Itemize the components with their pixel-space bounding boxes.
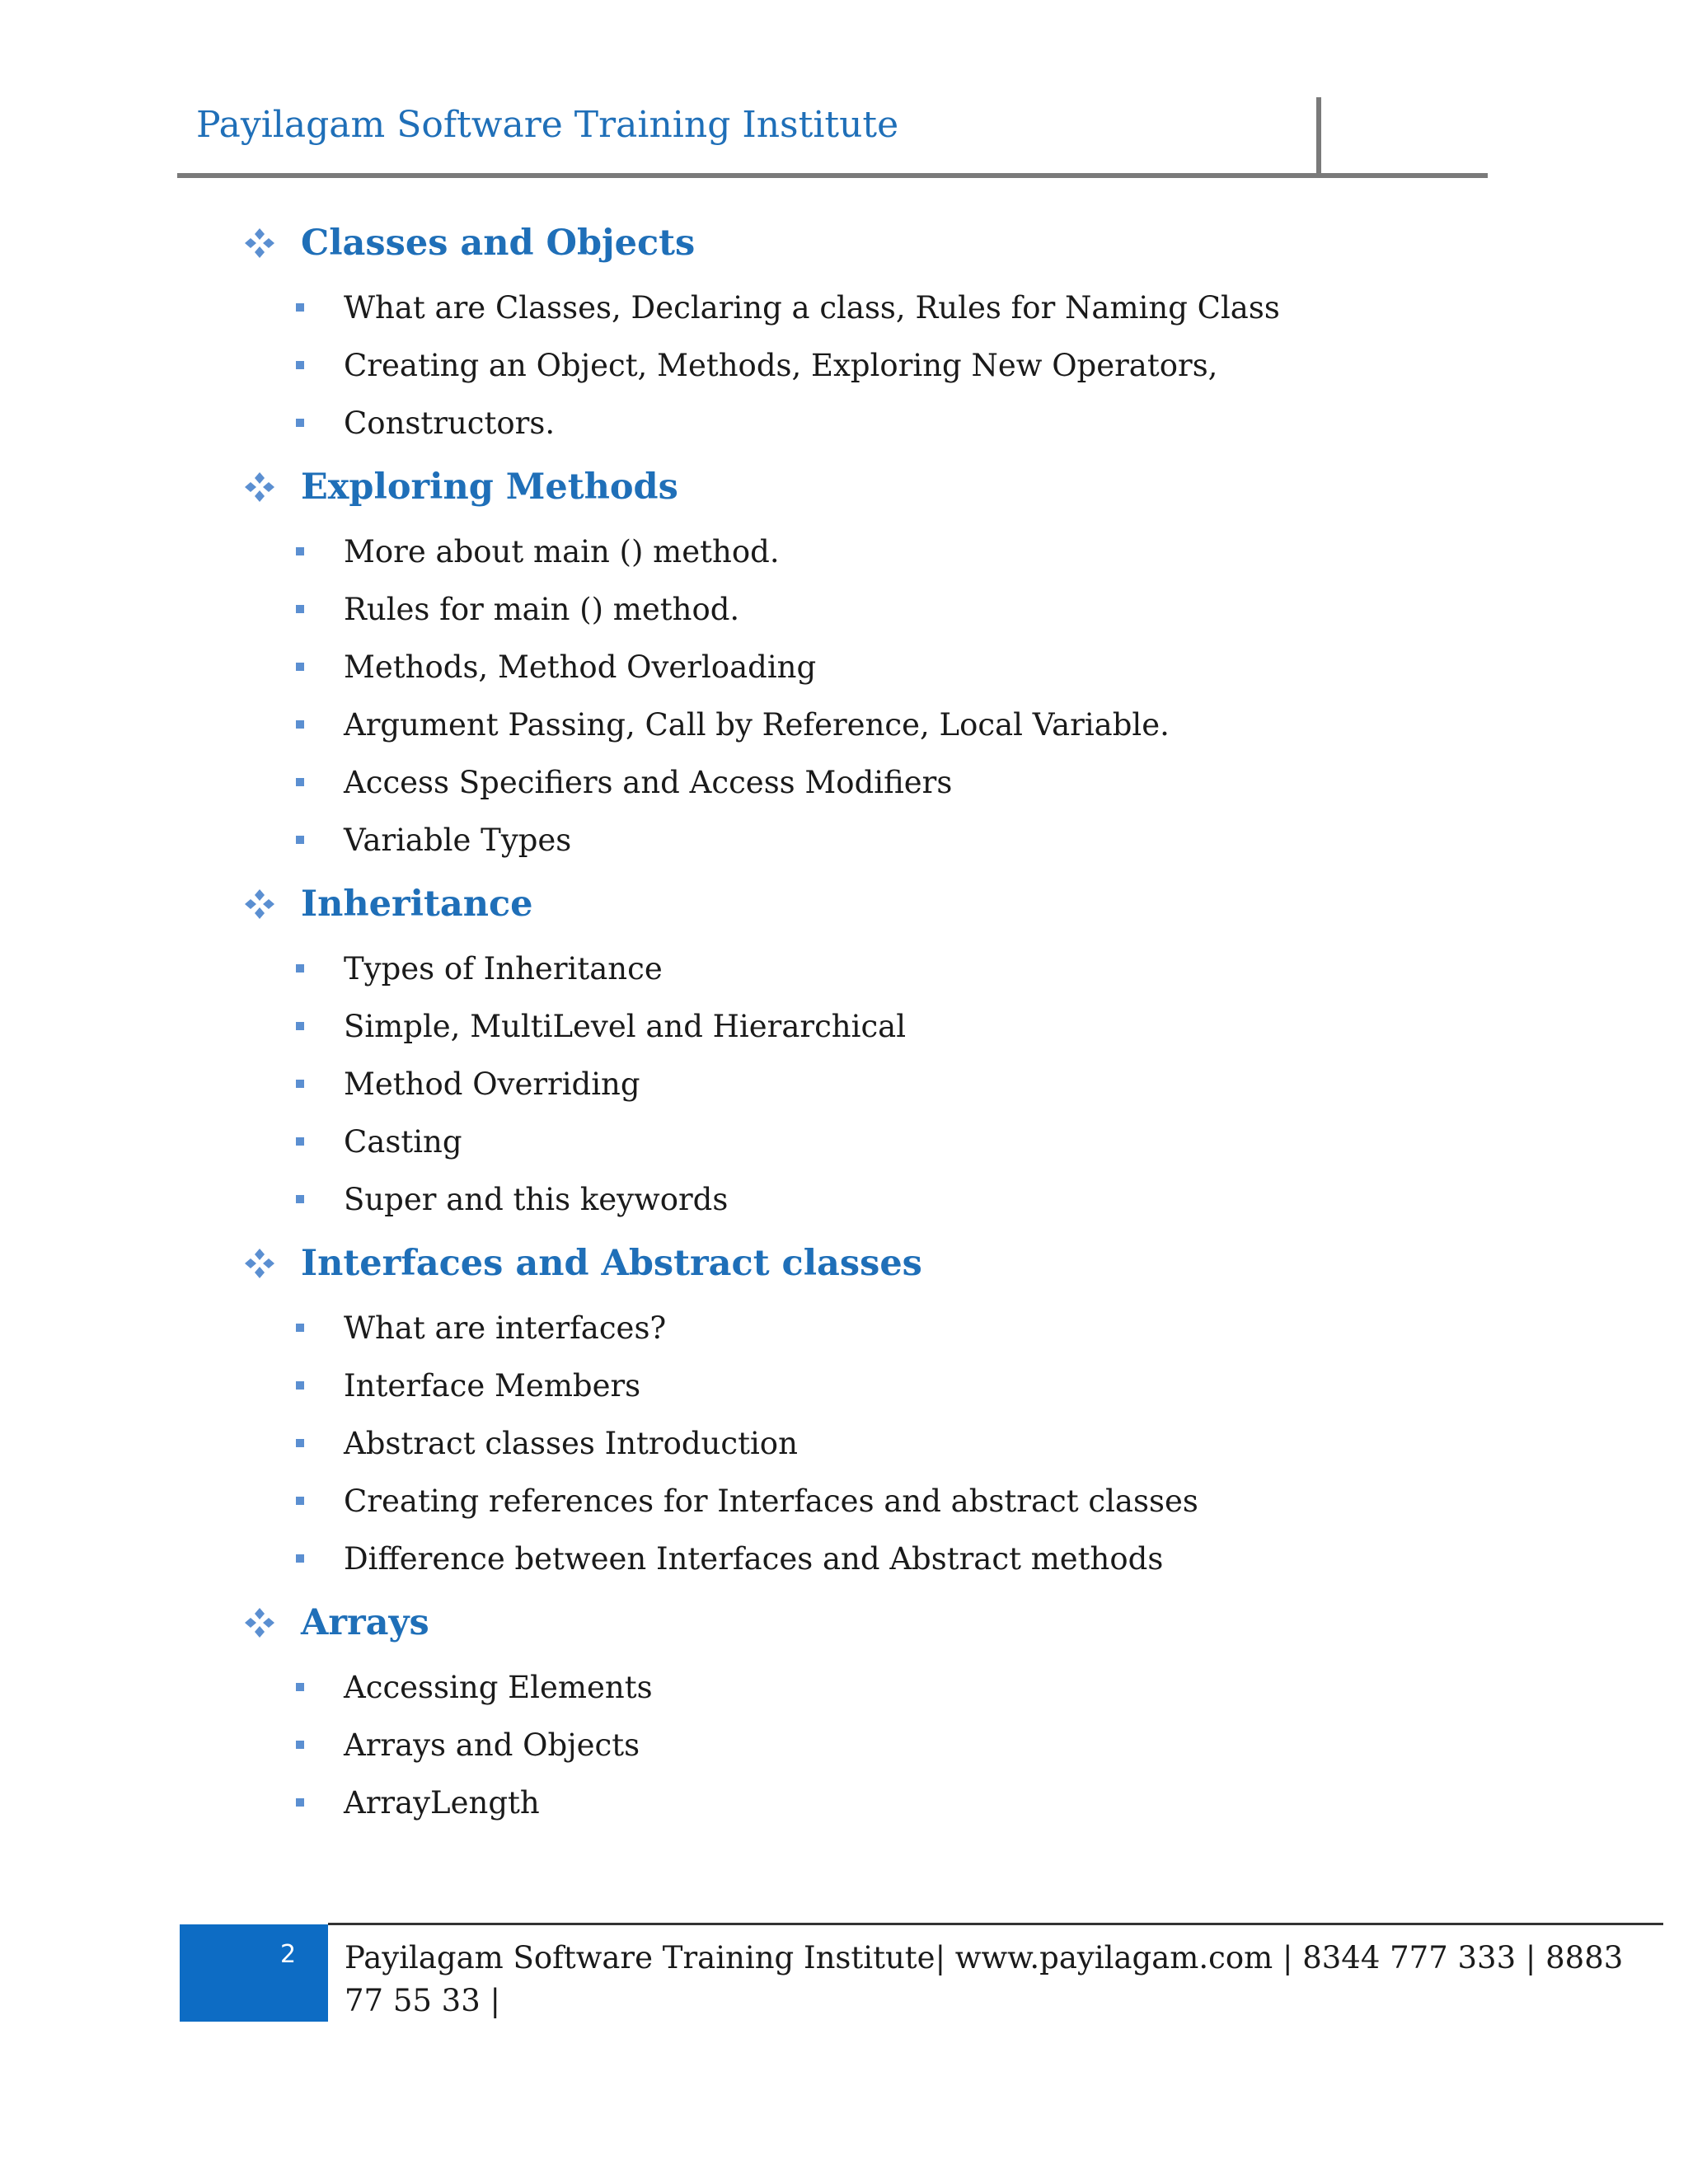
list-item bbox=[243, 1530, 1562, 1587]
list-item bbox=[243, 811, 1562, 869]
section-item-list bbox=[243, 279, 1562, 452]
header-title: Payilagam Software Training Institute bbox=[196, 104, 899, 146]
section-item-list bbox=[243, 523, 1562, 869]
section-heading bbox=[243, 452, 1562, 523]
header-rule bbox=[177, 173, 1488, 178]
diamond-bullet-icon bbox=[243, 1606, 301, 1639]
square-bullet-icon bbox=[296, 1195, 304, 1203]
page-number: 2 bbox=[280, 1940, 297, 1969]
square-bullet-icon bbox=[296, 1022, 304, 1030]
diamond-bullet-icon bbox=[243, 227, 301, 260]
footer-rule bbox=[328, 1923, 1663, 1925]
list-item-text: Accessing Elements bbox=[344, 1669, 653, 1705]
square-bullet-icon bbox=[296, 1741, 304, 1749]
list-item bbox=[243, 523, 1562, 580]
list-item bbox=[243, 580, 1562, 638]
square-bullet-icon bbox=[296, 1080, 304, 1088]
section-title: Arrays bbox=[301, 1602, 429, 1643]
list-item-text: Argument Passing, Call by Reference, Local Variable. bbox=[344, 706, 1170, 743]
square-bullet-icon bbox=[296, 964, 304, 972]
square-bullet-icon bbox=[296, 605, 304, 613]
diamond-bullet-icon bbox=[243, 471, 301, 504]
list-item bbox=[243, 1774, 1562, 1831]
list-item bbox=[243, 336, 1562, 394]
diamond-bullet-icon bbox=[243, 1247, 301, 1280]
square-bullet-icon bbox=[296, 778, 304, 786]
list-item bbox=[243, 394, 1562, 452]
footer-text: Payilagam Software Training Institute| www.payilagam.com | 8344 777 333 | 8883 77 55 33 | bbox=[345, 1940, 1624, 2018]
diamond-bullet-icon bbox=[243, 888, 301, 921]
list-item-text: Interface Members bbox=[344, 1367, 641, 1404]
list-item-text: What are Classes, Declaring a class, Rules for Naming Class bbox=[344, 289, 1280, 326]
list-item bbox=[243, 638, 1562, 696]
section-heading bbox=[243, 208, 1562, 279]
list-item-text: ArrayLength bbox=[344, 1784, 540, 1821]
square-bullet-icon bbox=[296, 1137, 304, 1146]
square-bullet-icon bbox=[296, 1381, 304, 1390]
list-item-text: What are interfaces? bbox=[344, 1310, 667, 1346]
list-item-text: Abstract classes Introduction bbox=[344, 1425, 798, 1461]
section-item-list bbox=[243, 1658, 1562, 1831]
list-item-text: Creating an Object, Methods, Exploring New Operators, bbox=[344, 347, 1218, 383]
section-item-list bbox=[243, 1299, 1562, 1587]
section-heading bbox=[243, 1228, 1562, 1299]
list-item-text: Types of Inheritance bbox=[344, 950, 663, 987]
square-bullet-icon bbox=[296, 547, 304, 555]
list-item-text: Difference between Interfaces and Abstract methods bbox=[344, 1540, 1164, 1577]
header-vertical-divider bbox=[1316, 97, 1321, 176]
section-heading bbox=[243, 1587, 1562, 1658]
section-title: Classes and Objects bbox=[301, 223, 696, 264]
square-bullet-icon bbox=[296, 1554, 304, 1563]
list-item bbox=[243, 1716, 1562, 1774]
square-bullet-icon bbox=[296, 1439, 304, 1447]
list-item bbox=[243, 1170, 1562, 1228]
list-item bbox=[243, 1414, 1562, 1472]
list-item-text: Arrays and Objects bbox=[344, 1727, 640, 1763]
square-bullet-icon bbox=[296, 720, 304, 729]
section-title: Inheritance bbox=[301, 883, 533, 925]
square-bullet-icon bbox=[296, 1798, 304, 1807]
square-bullet-icon bbox=[296, 1497, 304, 1505]
square-bullet-icon bbox=[296, 1324, 304, 1332]
list-item bbox=[243, 696, 1562, 753]
list-item-text: Access Specifiers and Access Modifiers bbox=[344, 764, 953, 800]
list-item-text: Methods, Method Overloading bbox=[344, 649, 817, 685]
list-item-text: Constructors. bbox=[344, 405, 556, 441]
square-bullet-icon bbox=[296, 361, 304, 369]
list-item-text: Creating references for Interfaces and abstract classes bbox=[344, 1483, 1198, 1519]
list-item bbox=[243, 997, 1562, 1055]
section-title: Exploring Methods bbox=[301, 466, 678, 508]
list-item-text: Rules for main () method. bbox=[344, 591, 740, 627]
section-item-list bbox=[243, 940, 1562, 1228]
list-item bbox=[243, 1055, 1562, 1113]
list-item bbox=[243, 1357, 1562, 1414]
square-bullet-icon bbox=[296, 1683, 304, 1691]
section-title: Interfaces and Abstract classes bbox=[301, 1243, 922, 1284]
list-item bbox=[243, 753, 1562, 811]
list-item-text: Variable Types bbox=[344, 822, 572, 858]
list-item bbox=[243, 279, 1562, 336]
section-heading bbox=[243, 869, 1562, 940]
square-bullet-icon bbox=[296, 663, 304, 671]
page-number-box bbox=[180, 1924, 328, 2022]
list-item bbox=[243, 940, 1562, 997]
list-item-text: Super and this keywords bbox=[344, 1181, 729, 1217]
square-bullet-icon bbox=[296, 303, 304, 312]
list-item bbox=[243, 1299, 1562, 1357]
list-item-text: Method Overriding bbox=[344, 1066, 640, 1102]
page-content bbox=[243, 208, 1562, 1831]
list-item bbox=[243, 1472, 1562, 1530]
list-item-text: Casting bbox=[344, 1123, 462, 1160]
list-item-text: More about main () method. bbox=[344, 533, 780, 569]
square-bullet-icon bbox=[296, 419, 304, 427]
square-bullet-icon bbox=[296, 836, 304, 844]
list-item bbox=[243, 1113, 1562, 1170]
list-item bbox=[243, 1658, 1562, 1716]
list-item-text: Simple, MultiLevel and Hierarchical bbox=[344, 1008, 907, 1044]
